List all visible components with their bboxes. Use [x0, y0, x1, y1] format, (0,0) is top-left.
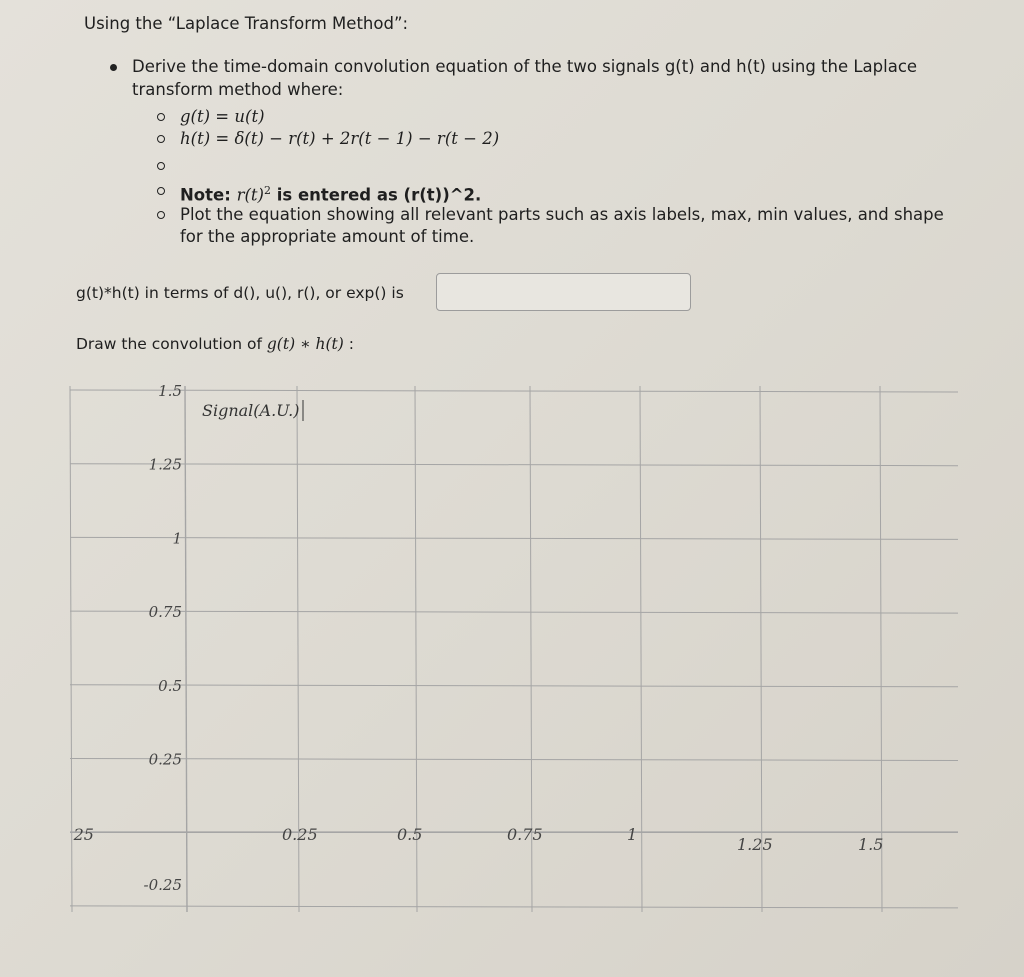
g-definition: g(t) = u(t)	[180, 107, 265, 126]
y-axis-label: Signal(A.U.)	[202, 401, 300, 420]
grid-line-vertical	[880, 386, 882, 912]
x-tick-label: 0.75	[507, 825, 543, 844]
grid-line-horizontal	[70, 464, 958, 466]
note-math: r(t)	[236, 185, 264, 205]
note-suffix: is entered as (r(t))^2.	[270, 185, 482, 205]
x-tick-label: 25	[72, 825, 94, 844]
x-tick-label: 0.5	[397, 825, 423, 844]
grid-line-horizontal	[70, 537, 958, 539]
y-tick-label: 1	[172, 529, 182, 548]
x-tick-label: 1.5	[858, 835, 884, 854]
y-tick-labels	[144, 382, 182, 894]
y-tick-label: 0.5	[158, 676, 182, 695]
y-tick-label: 0.25	[148, 750, 182, 769]
bullet-text-line-1: Derive the time-domain convolution equation of the two signals g(t) and h(t) using the Laplace	[132, 57, 918, 76]
bullet-text-line-2: transform method where:	[132, 80, 344, 99]
note-prefix: Note:	[180, 185, 237, 205]
draw-prefix: Draw the convolution of	[76, 335, 267, 353]
page-heading: Using the “Laplace Transform Method”:	[84, 14, 409, 33]
y-axis-line	[185, 386, 187, 912]
plot-instruction-line-2: for the appropriate amount of time.	[180, 227, 475, 246]
grid-line-horizontal	[70, 611, 958, 613]
draw-suffix: :	[343, 335, 354, 353]
answer-question-label: g(t)*h(t) in terms of d(), u(), r(), or exp() is	[76, 284, 404, 302]
note-superscript: 2	[263, 184, 271, 197]
y-tick-label: -0.25	[143, 876, 182, 894]
x-tick-label: 1.25	[737, 835, 773, 854]
grid-line-horizontal	[70, 759, 958, 761]
h-definition: h(t) = δ(t) − r(t) + 2r(t − 1) − r(t − 2)	[180, 129, 500, 148]
y-tick-label: 1.25	[148, 455, 182, 474]
y-tick-label: 0.75	[148, 603, 182, 622]
y-tick-label: 1.5	[158, 382, 182, 400]
x-tick-label: 1	[627, 825, 638, 844]
grid-line-horizontal	[70, 906, 958, 908]
plot-instruction-line-1: Plot the equation showing all relevant parts such as axis labels, max, min values, and shape	[180, 205, 944, 224]
draw-math: g(t) ∗ h(t)	[266, 335, 344, 353]
grid-line-horizontal	[70, 685, 958, 687]
x-tick-label: 0.25	[282, 825, 318, 844]
grid-line-horizontal	[70, 390, 958, 392]
